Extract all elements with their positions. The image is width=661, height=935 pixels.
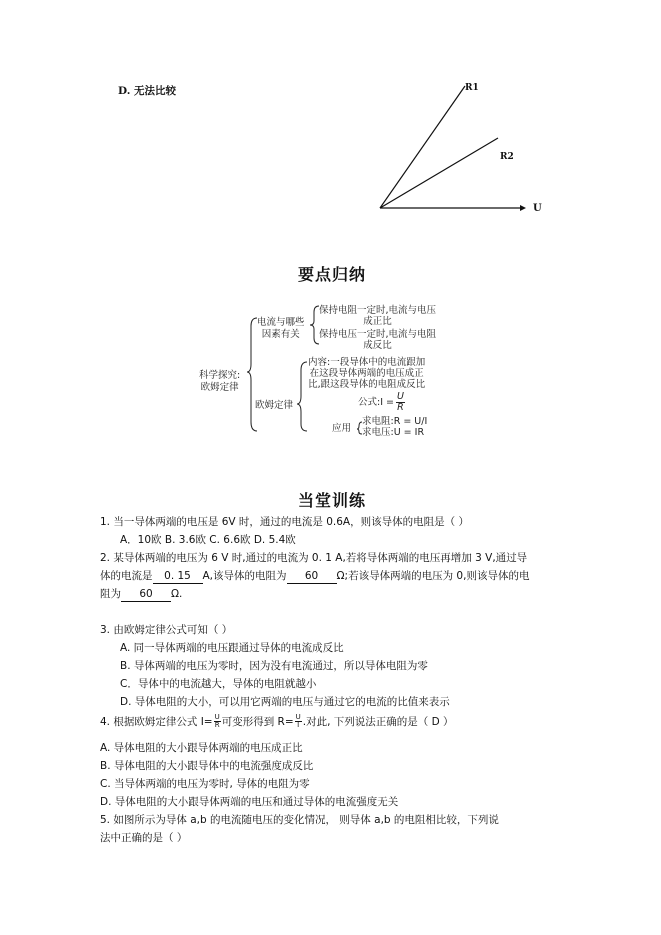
q4-text-1: 4. 根据欧姆定律公式 I= [100, 715, 213, 728]
q1-stem: 1. 当一导体两端的电压是 6V 时，通过的电流是 0.6A，则该导体的电阻是（ ） [100, 516, 469, 528]
q2-text-e: Ω. [171, 588, 183, 600]
r2-line [380, 138, 498, 208]
practice-title: 当堂训练 [298, 491, 367, 510]
q5-line2: 法中正确的是（ ） [100, 832, 188, 844]
u-axis-arrow [520, 205, 526, 211]
formula-label: 公式:I = [358, 396, 394, 408]
q4-f1-den: R [214, 721, 220, 729]
q4-text-3: .对此, 下列说法正确的是（ D ） [302, 715, 454, 728]
q2-line2 [100, 569, 529, 584]
q5-line1: 5. 如图所示为导体 a,b 的电流随电压的变化情况， 则导体 a,b 的电阻相比较，下列说 [100, 814, 499, 826]
mindmap [195, 300, 475, 438]
mindmap-formula [358, 392, 405, 413]
mindmap-branch-factors: 电流与哪些 因素有关 [257, 317, 305, 340]
i-u-graph [370, 78, 550, 223]
formula-fraction [396, 392, 405, 413]
option-d: D. 无法比较 [118, 85, 177, 97]
q1-options: A．10欧 B. 3.6欧 C. 6.6欧 D. 5.4欧 [120, 534, 296, 546]
q2-line3 [100, 587, 182, 602]
r1-line [380, 86, 465, 208]
q4-formula-r [295, 714, 302, 729]
mindmap-apply-resistance: 求电阻:R = U/I [362, 416, 428, 427]
q3-option-b: B. 导体两端的电压为零时，因为没有电流通过，所以导体电阻为零 [120, 660, 428, 672]
q2-line1: 2. 某导体两端的电压为 6 V 时,通过的电流为 0. 1 A,若将导体两端的电压再增加 3 V,通过导 [100, 552, 528, 564]
q4-option-a: A. 导体电阻的大小跟导体两端的电压成正比 [100, 742, 303, 754]
q4-option-b: B. 导体电阻的大小跟导体中的电流强度成反比 [100, 760, 314, 772]
mindmap-branch-ohms-law: 欧姆定律 [255, 400, 294, 411]
r1-label: R1 [465, 83, 479, 93]
formula-numerator: U [396, 391, 404, 402]
mindmap-apply: 应用 [332, 423, 352, 434]
mindmap-apply-voltage: 求电压:U = IR [362, 427, 425, 438]
q3-stem: 3. 由欧姆定律公式可知（ ） [100, 624, 233, 636]
q2-text-b: A,该导体的电阻为 [202, 570, 287, 582]
q3-option-a: A. 同一导体两端的电压跟通过导体的电流成反比 [120, 642, 344, 654]
r2-label: R2 [500, 152, 514, 162]
q4-formula-i [214, 714, 221, 729]
q3-option-d: D. 导体电阻的大小，可以用它两端的电压与通过它的电流的比值来表示 [120, 696, 450, 708]
q4-option-d: D. 导体电阻的大小跟导体两端的电压和通过导体的电流强度无关 [100, 796, 399, 808]
q2-answer-resistance-zero: 60 [121, 587, 171, 602]
q4-f1-num: U [214, 713, 220, 721]
summary-title: 要点归纳 [298, 265, 367, 284]
mindmap-leaf-voltage-const: 保持电压一定时,电流与电阻 成反比 [319, 329, 437, 351]
q2-text-c: Ω;若该导体两端的电压为 0,则该导体的电 [336, 570, 530, 582]
mindmap-leaf-resistance-const: 保持电阻一定时,电流与电压 成正比 [319, 305, 437, 327]
q4-stem [100, 714, 454, 729]
q2-answer-resistance: 60 [287, 569, 337, 584]
q4-option-c: C. 当导体两端的电压为零时, 导体的电阻为零 [100, 778, 310, 790]
mindmap-root: 科学探究: 欧姆定律 [199, 370, 241, 393]
q2-text-a: 体的电流是 [100, 570, 153, 582]
q4-text-2: 可变形得到 R= [221, 715, 294, 728]
q2-answer-current: 0. 15 [153, 569, 203, 584]
u-label: U [533, 203, 542, 214]
q3-option-c: C．导体中的电流越大，导体的电阻就越小 [120, 678, 317, 690]
formula-denominator: R [397, 402, 404, 413]
q4-f2-den: I [297, 721, 300, 729]
mindmap-content: 内容:一段导体中的电流跟加 在这段导体两端的电压成正 比,跟这段导体的电阻成反比 [308, 357, 426, 390]
q2-text-d: 阻为 [100, 588, 121, 600]
q4-f2-num: U [295, 713, 301, 721]
